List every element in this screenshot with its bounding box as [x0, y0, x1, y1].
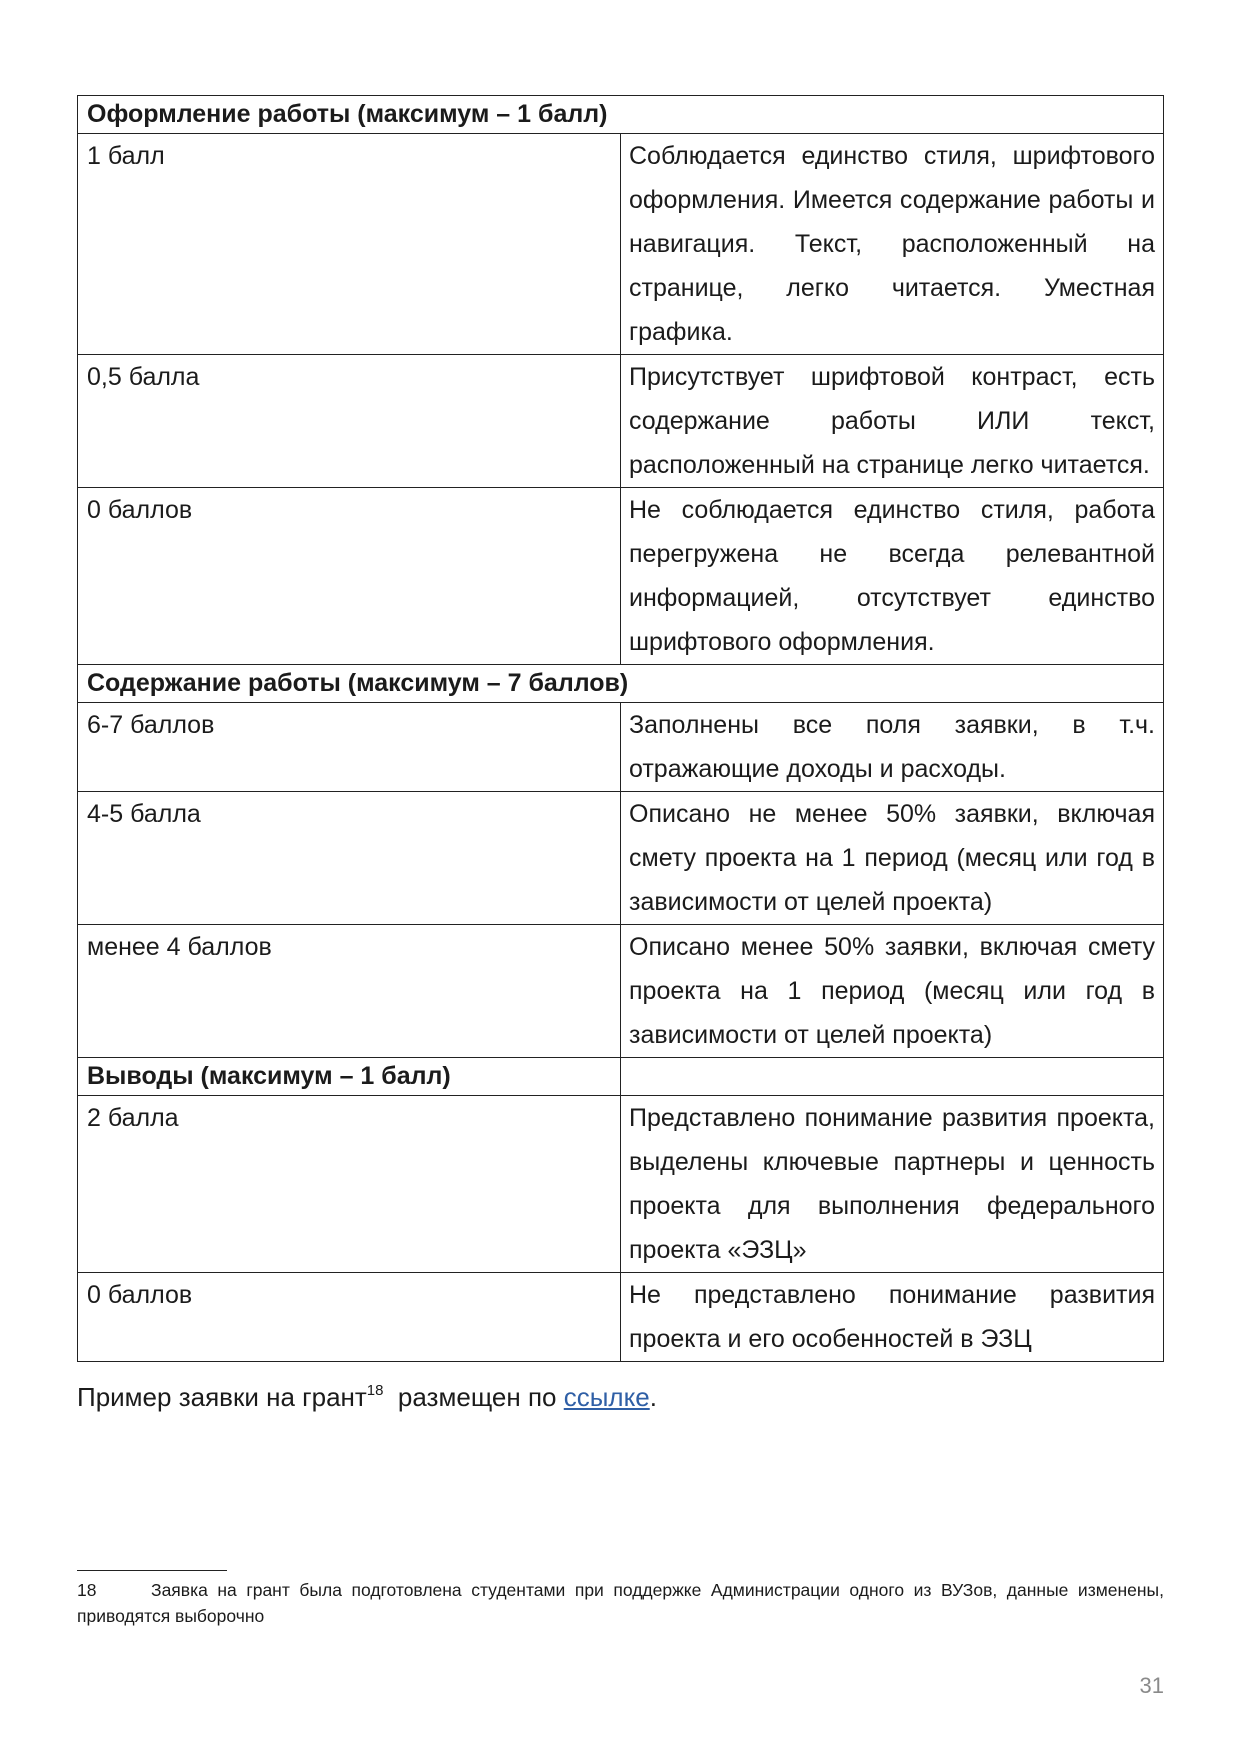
table-row	[78, 792, 1164, 925]
paragraph-text: Пример заявки на грант	[77, 1382, 367, 1412]
score-cell: 6-7 баллов	[78, 703, 621, 792]
table-row	[78, 1096, 1164, 1273]
page-number: 31	[1139, 1673, 1164, 1698]
empty-cell	[621, 1058, 1164, 1096]
footnote	[77, 1577, 1164, 1629]
table-row	[78, 488, 1164, 665]
table-row	[78, 925, 1164, 1058]
description-cell: Описано не менее 50% заявки, включая смету проекта на 1 период (месяц или год в зависимости от целей проекта)	[621, 792, 1164, 925]
description-cell: Соблюдается единство стиля, шрифтового оформления. Имеется содержание работы и навигация. Текст, расположенный на странице, легко читается. Уместная графика.	[621, 134, 1164, 355]
description-cell: Представлено понимание развития проекта, выделены ключевые партнеры и ценность проекта для выполнения федерального проекта «ЭЗЦ»	[621, 1096, 1164, 1273]
score-cell: 1 балл	[78, 134, 621, 355]
section-header: Оформление работы (максимум – 1 балл)	[78, 96, 1164, 134]
description-cell: Описано менее 50% заявки, включая смету проекта на 1 период (месяц или год в зависимости от целей проекта)	[621, 925, 1164, 1058]
section-header-row	[78, 1058, 1164, 1096]
footnote-reference[interactable]: 18	[366, 1382, 384, 1399]
score-cell: 0 баллов	[78, 488, 621, 665]
paragraph-text: .	[649, 1382, 657, 1412]
example-link[interactable]: ссылке	[563, 1382, 650, 1412]
grant-example-paragraph	[77, 1377, 657, 1417]
description-cell: Не представлено понимание развития проекта и его особенностей в ЭЗЦ	[621, 1273, 1164, 1362]
footnote-number: 18	[77, 1580, 97, 1600]
score-cell: 0 баллов	[78, 1273, 621, 1362]
description-cell: Заполнены все поля заявки, в т.ч. отражающие доходы и расходы.	[621, 703, 1164, 792]
section-header-row	[78, 665, 1164, 703]
description-cell: Не соблюдается единство стиля, работа перегружена не всегда релевантной информацией, отсутствует единство шрифтового оформления.	[621, 488, 1164, 665]
section-header-row	[78, 96, 1164, 134]
table-row	[78, 1273, 1164, 1362]
section-header: Содержание работы (максимум – 7 баллов)	[78, 665, 1164, 703]
footnote-text: Заявка на грант была подготовлена студентами при поддержке Администрации одного из ВУЗов, данные изменены, приводятся выборочно	[77, 1580, 1164, 1626]
score-cell: 0,5 балла	[78, 355, 621, 488]
table-row	[78, 703, 1164, 792]
score-cell: 2 балла	[78, 1096, 621, 1273]
table-row	[78, 134, 1164, 355]
paragraph-text: размещен по	[383, 1382, 564, 1412]
table-row	[78, 355, 1164, 488]
score-cell: менее 4 баллов	[78, 925, 621, 1058]
criteria-table	[77, 95, 1164, 1362]
score-cell: 4-5 балла	[78, 792, 621, 925]
description-cell: Присутствует шрифтовой контраст, есть содержание работы ИЛИ текст, расположенный на странице легко читается.	[621, 355, 1164, 488]
section-header: Выводы (максимум – 1 балл)	[78, 1058, 621, 1096]
footnote-divider	[77, 1570, 227, 1571]
